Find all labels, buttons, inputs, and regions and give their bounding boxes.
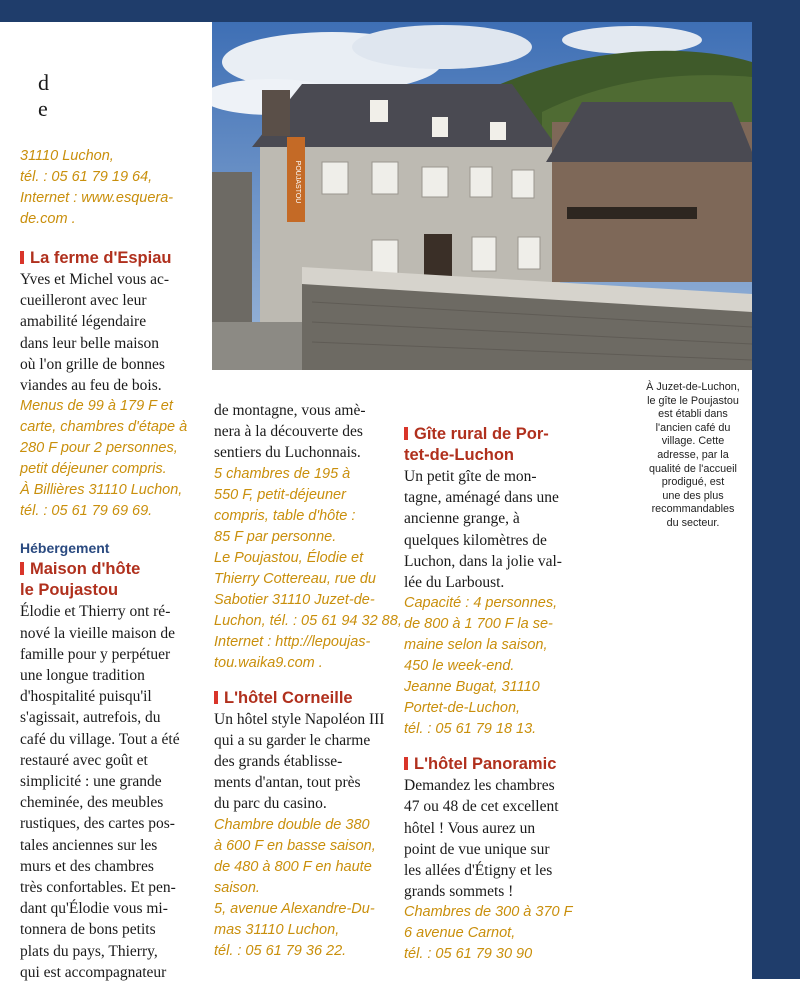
maison-body-line: s'agissait, autrefois, du bbox=[20, 709, 161, 727]
maison-heading-line bbox=[20, 559, 205, 580]
gite-title: Gîte rural de Por- bbox=[414, 425, 549, 443]
corneille-info-line: saison. bbox=[214, 879, 260, 896]
gite-body-line: tagne, aménagé dans une bbox=[404, 489, 559, 507]
column-1 bbox=[20, 70, 205, 983]
maison-info-line: Thierry Cottereau, rue du bbox=[214, 570, 376, 587]
espiau-info-line: Menus de 99 à 179 F et bbox=[20, 398, 173, 415]
espiau-body-line: où l'on grille de bonnes bbox=[20, 355, 165, 373]
corneille-body-line: des grands établisse- bbox=[214, 753, 343, 771]
maison-info-line: 550 F, petit-déjeuner bbox=[214, 486, 346, 503]
maison-body-line: café du village. Tout a été bbox=[20, 730, 180, 748]
maison-body-line: cheminée, des meubles bbox=[20, 794, 164, 812]
corneille-info-line: Chambre double de 380 bbox=[214, 816, 370, 833]
maison-body-continued: de montagne, vous amè- bbox=[214, 402, 366, 419]
bullet-marker-icon bbox=[404, 757, 408, 770]
intro-contact-line: de.com . bbox=[20, 211, 76, 227]
poujastou-house-illustration bbox=[212, 22, 752, 370]
maison-info-line: compris, table d'hôte : bbox=[214, 507, 356, 524]
maison-body-continued: nera à la découverte des bbox=[214, 423, 363, 441]
maison-body-line: tonnera de bons petits bbox=[20, 921, 156, 939]
hotel-photo bbox=[212, 22, 752, 370]
espiau-info-line: carte, chambres d'étape à bbox=[20, 419, 188, 436]
maison-body-line: très confortables. Et pen- bbox=[20, 879, 176, 897]
intro-contact-line: tél. : 05 61 79 19 64, bbox=[20, 169, 153, 185]
gite-body-line: Luchon, dans la jolie val- bbox=[404, 552, 562, 570]
maison-title: Maison d'hôte bbox=[30, 560, 141, 579]
gite-info-line: maine selon la saison, bbox=[404, 637, 548, 654]
column-3 bbox=[404, 424, 604, 965]
espiau-info-line: tél. : 05 61 79 69 69. bbox=[20, 503, 153, 520]
gite-info-line: Capacité : 4 personnes, bbox=[404, 595, 558, 612]
maison-body-line: restauré avec goût et bbox=[20, 751, 148, 769]
corneille-info-line: tél. : 05 61 79 36 22. bbox=[214, 942, 347, 959]
espiau-info-line: À Billières 31110 Luchon, bbox=[20, 482, 183, 499]
photo-sign: POUJASTOU bbox=[294, 160, 301, 204]
maison-body-continued: sentiers du Luchonnais. bbox=[214, 444, 361, 462]
gite-heading-line: tet-de-Luchon bbox=[404, 446, 514, 464]
gite-body-line: lée du Larboust. bbox=[404, 574, 505, 592]
maison-info-line: 5 chambres de 195 à bbox=[214, 465, 351, 482]
caption-line: À Juzet-de-Luchon, bbox=[646, 381, 740, 393]
dropcap-letters: d e bbox=[38, 70, 104, 121]
caption-line: prodigué, est bbox=[661, 476, 725, 489]
corneille-body-line: qui a su garder le charme bbox=[214, 731, 371, 749]
gite-body-line: Un petit gîte de mon- bbox=[404, 468, 537, 485]
gite-body-line: ancienne grange, à bbox=[404, 510, 520, 528]
corneille-body-line: ments d'antan, tout près bbox=[214, 774, 361, 792]
maison-body-line: rustiques, des cartes pos- bbox=[20, 815, 175, 833]
maison-heading-line: le Poujastou bbox=[20, 581, 119, 600]
espiau-body-line: cueilleront avec leur bbox=[20, 292, 147, 310]
maison-body-line: nové la vieille maison de bbox=[20, 624, 175, 642]
intro-contact-line: 31110 Luchon, bbox=[20, 148, 114, 164]
panoramic-body-line: 47 ou 48 de cet excellent bbox=[404, 798, 559, 816]
caption-line: une des plus bbox=[662, 489, 724, 502]
gite-info-line: Portet-de-Luchon, bbox=[404, 700, 521, 717]
espiau-body-line: viandes au feu de bois. bbox=[20, 377, 162, 395]
maison-body-line: simplicité : une grande bbox=[20, 773, 162, 791]
bullet-marker-icon bbox=[214, 691, 218, 704]
bullet-marker-icon bbox=[404, 427, 408, 440]
gite-info-line: 450 le week-end. bbox=[404, 658, 515, 675]
caption-line: village. Cette bbox=[661, 435, 725, 448]
corneille-info-line: mas 31110 Luchon, bbox=[214, 921, 340, 938]
corneille-body-line: du parc du casino. bbox=[214, 795, 327, 813]
corneille-info-line: à 600 F en basse saison, bbox=[214, 837, 376, 854]
corneille-body-line: Un hôtel style Napoléon III bbox=[214, 710, 385, 728]
photo-caption bbox=[636, 381, 750, 531]
espiau-body-line: Yves et Michel vous ac- bbox=[20, 271, 170, 288]
espiau-title: La ferme d'Espiau bbox=[30, 249, 172, 267]
maison-info-line: Sabotier 31110 Juzet-de- bbox=[214, 591, 375, 608]
espiau-info-line: petit déjeuner compris. bbox=[20, 461, 167, 478]
gite-info-line: Jeanne Bugat, 31110 bbox=[404, 679, 540, 696]
espiau-body-line: dans leur belle maison bbox=[20, 334, 160, 352]
panoramic-title: L'hôtel Panoramic bbox=[414, 755, 557, 774]
panoramic-info-line: tél. : 05 61 79 30 90 bbox=[404, 946, 533, 963]
intro-contact-line: Internet : www.esquera- bbox=[20, 190, 174, 206]
maison-body-line: qui est accompagnateur bbox=[20, 963, 167, 981]
corneille-heading bbox=[214, 688, 404, 709]
caption-line: qualité de l'accueil bbox=[649, 462, 737, 475]
maison-info-line: Luchon, tél. : 05 61 94 32 88, bbox=[214, 612, 402, 629]
maison-body-line: une longue tradition bbox=[20, 667, 145, 685]
caption-line: l'ancien café du bbox=[655, 421, 731, 434]
maison-body-line: tales anciennes sur les bbox=[20, 836, 158, 854]
bullet-marker-icon bbox=[20, 562, 24, 575]
maison-info-line: tou.waika9.com . bbox=[214, 654, 323, 671]
panoramic-heading bbox=[404, 754, 604, 775]
top-border bbox=[0, 0, 800, 22]
caption-line: adresse, par la bbox=[657, 448, 729, 461]
espiau-info-line: 280 F pour 2 personnes, bbox=[20, 440, 178, 457]
caption-line: est établi dans bbox=[658, 408, 728, 421]
maison-body-line: dant qu'Élodie vous mi- bbox=[20, 900, 168, 918]
caption-line: le gîte le Poujastou bbox=[647, 394, 739, 407]
espiau-heading bbox=[20, 248, 205, 269]
maison-body-line: famille pour y perpétuer bbox=[20, 645, 171, 663]
caption-line: recommandables bbox=[651, 503, 735, 516]
maison-body-line: murs et des chambres bbox=[20, 857, 154, 875]
corneille-title: L'hôtel Corneille bbox=[224, 688, 353, 707]
gite-body-line: quelques kilomètres de bbox=[404, 531, 547, 549]
caption-line: du secteur. bbox=[666, 516, 720, 529]
maison-body-line: Élodie et Thierry ont ré- bbox=[20, 603, 171, 621]
panoramic-body-line: grands sommets ! bbox=[404, 883, 514, 901]
maison-body-line: d'hospitalité puisqu'il bbox=[20, 688, 152, 706]
panoramic-body-line: point de vue unique sur bbox=[404, 840, 550, 858]
section-heading: Hébergement bbox=[20, 540, 110, 557]
column-2 bbox=[214, 400, 404, 962]
gite-info-line: de 800 à 1 700 F la se- bbox=[404, 616, 553, 633]
corneille-info-line: de 480 à 800 F en haute bbox=[214, 858, 372, 875]
panoramic-body-line: les allées d'Étigny et les bbox=[404, 862, 553, 880]
right-border bbox=[752, 0, 800, 979]
panoramic-body-line: hôtel ! Vous aurez un bbox=[404, 819, 536, 837]
gite-info-line: tél. : 05 61 79 18 13. bbox=[404, 721, 537, 738]
espiau-body-line: amabilité légendaire bbox=[20, 313, 147, 331]
maison-info-line: Le Poujastou, Élodie et bbox=[214, 549, 364, 566]
maison-body-line: plats du pays, Thierry, bbox=[20, 942, 158, 960]
maison-info-line: 85 F par personne. bbox=[214, 528, 337, 545]
gite-heading-line bbox=[404, 424, 604, 445]
panoramic-info-line: Chambres de 300 à 370 F bbox=[404, 904, 573, 921]
maison-info-line: Internet : http://lepoujas- bbox=[214, 633, 371, 650]
panoramic-info-line: 6 avenue Carnot, bbox=[404, 925, 516, 942]
bullet-marker-icon bbox=[20, 251, 24, 264]
corneille-info-line: 5, avenue Alexandre-Du- bbox=[214, 900, 375, 917]
panoramic-body-line: Demandez les chambres bbox=[404, 777, 555, 795]
